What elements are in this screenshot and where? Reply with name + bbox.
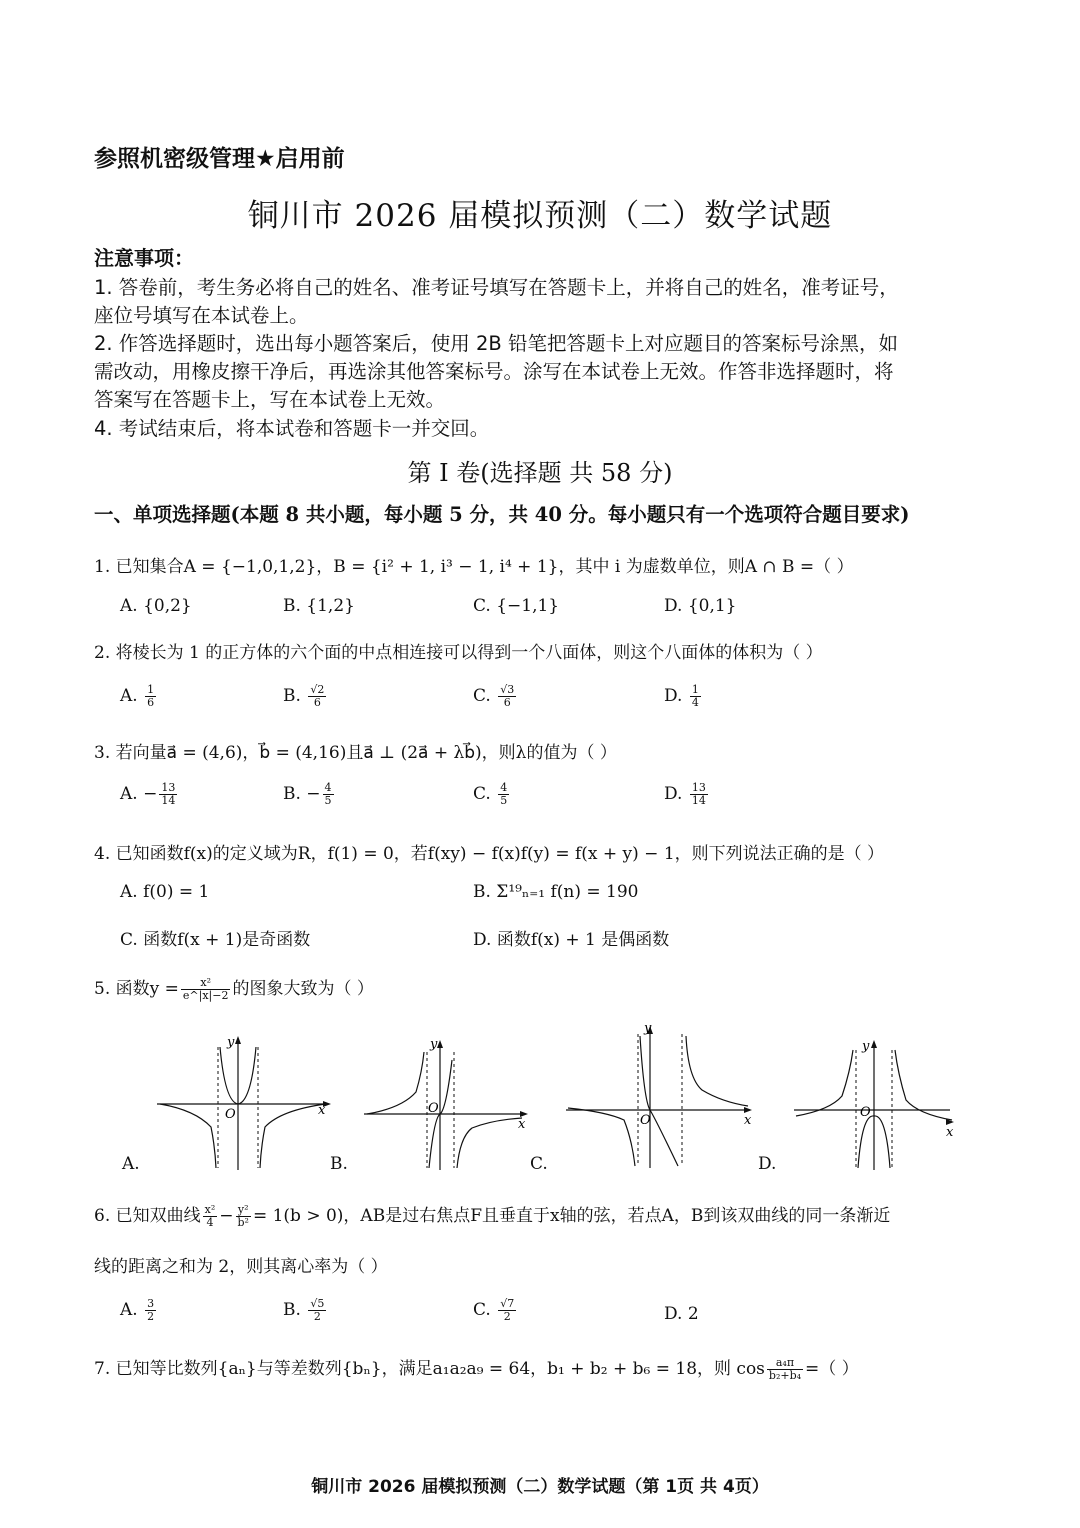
graph-d-origin-label: O <box>860 1105 871 1120</box>
graph-d-y-label: y <box>862 1039 870 1054</box>
part-one-title: 第 I 卷(选择题 共 58 分) <box>407 459 673 487</box>
graph-d-x-label: x <box>946 1125 954 1140</box>
notice-line-2: 座位号填写在本试卷上。 <box>94 304 309 327</box>
q2-option-d: D. $\frac{1}{4}$ <box>664 683 699 709</box>
graph-b-origin-label: O <box>428 1101 439 1116</box>
graph-c-x-label: x <box>744 1113 752 1128</box>
q2-option-b: B. $\frac{√2}{6}$ <box>283 683 325 709</box>
q2-option-a: A. $\frac{1}{6}$ <box>120 683 155 709</box>
notice-heading: 注意事项： <box>94 246 194 270</box>
notice-line-5: 答案写在答题卡上，写在本试卷上无效。 <box>94 388 446 411</box>
exam-title: 铜川市 2026 届模拟预测（二）数学试题 <box>247 198 833 234</box>
question-6-line-2: 线的距离之和为 2，则其离心率为（ ） <box>94 1257 388 1277</box>
graph-b-x-label: x <box>518 1117 526 1132</box>
q6-option-d: D. 2 <box>664 1304 699 1324</box>
page-footer: 铜川市 2026 届模拟预测（二）数学试题（第 1页 共 4页） <box>311 1477 769 1497</box>
q3-option-a: A. − $\frac{13}{14}$ <box>120 781 176 807</box>
q5-option-b: B. <box>330 1154 348 1174</box>
secret-level-label: 参照机密级管理★启用前 <box>94 146 345 172</box>
question-6: 6. 已知双曲线 $\frac{\text{x²}}{4}$ − $\frac{\text{y²}}{\text{b²}}$ = 1(b > 0)，AB是过右焦点F且垂直于x轴的弦，若点A，B到该双曲线的同一条渐近 <box>94 1203 891 1229</box>
notice-line-4: 需改动，用橡皮擦干净后，再选涂其他答案标号。涂写在本试卷上无效。作答非选择题时，将 <box>94 360 894 383</box>
q3-option-b: B. − $\frac{4}{5}$ <box>283 781 332 807</box>
q6-option-a: A. $\frac{3}{2}$ <box>120 1297 155 1323</box>
q4-option-a: A. f(0) = 1 <box>120 882 210 902</box>
graph-b-y-label: y <box>430 1037 438 1052</box>
graph-d <box>790 1032 960 1172</box>
q4-option-d: D. 函数f(x) + 1 是偶函数 <box>473 930 670 950</box>
graph-a-x-label: x <box>318 1103 326 1118</box>
q2-option-c: C. $\frac{√3}{6}$ <box>473 683 515 709</box>
q5-option-c: C. <box>530 1154 548 1174</box>
q3-option-c: C. $\frac{4}{5}$ <box>473 781 508 807</box>
q1-option-d: D. {0,1} <box>664 596 737 616</box>
q1-option-a: A. {0,2} <box>120 596 192 616</box>
notice-line-1: 1. 答卷前，考生务必将自己的姓名、准考证号填写在答题卡上，并将自己的姓名，准考证号， <box>94 276 899 299</box>
graph-c-y-label: y <box>644 1021 652 1036</box>
question-1: 1. 已知集合A = {−1,0,1,2}，B = {i² + 1, i³ − 1, i⁴ + 1}，其中 i 为虚数单位，则A ∩ B =（ ） <box>94 557 854 577</box>
notice-line-6: 4. 考试结束后，将本试卷和答题卡一并交回。 <box>94 417 490 440</box>
graph-a <box>155 1032 335 1172</box>
section-one-title: 一、单项选择题(本题 8 共小题，每小题 5 分，共 40 分。每小题只有一个选项符合题目要求) <box>94 503 910 526</box>
q6-option-c: C. $\frac{√7}{2}$ <box>473 1297 515 1323</box>
graph-a-origin-label: O <box>225 1107 236 1122</box>
graph-b <box>362 1032 532 1172</box>
q3-option-d: D. $\frac{13}{14}$ <box>664 781 706 807</box>
q5-option-d: D. <box>758 1154 777 1174</box>
question-4: 4. 已知函数f(x)的定义域为R，f(1) = 0，若f(xy) − f(x)f(y) = f(x + y) − 1，则下列说法正确的是（ ） <box>94 844 885 864</box>
question-7: 7. 已知等比数列{aₙ}与等差数列{bₙ}，满足a₁a₂a₉ = 64，b₁ + b₂ + b₆ = 18，则 cos $\frac{\text{a₄π}}{\text{b₂+b₄}}$ =（ ） <box>94 1356 859 1382</box>
q5-option-a: A. <box>122 1154 140 1174</box>
q6-option-b: B. $\frac{√5}{2}$ <box>283 1297 325 1323</box>
graph-c <box>562 1020 762 1170</box>
notice-line-3: 2. 作答选择题时，选出每小题答案后，使用 2B 铅笔把答题卡上对应题目的答案标号涂黑，如 <box>94 332 898 355</box>
question-3: 3. 若向量a⃗ = (4,6)，b⃗ = (4,16)且a⃗ ⊥ (2a⃗ + λb⃗)，则λ的值为（ ） <box>94 743 617 763</box>
graph-c-origin-label: O <box>640 1113 651 1128</box>
question-2: 2. 将棱长为 1 的正方体的六个面的中点相连接可以得到一个八面体，则这个八面体的体积为（ ） <box>94 643 823 663</box>
q4-option-b: B. Σ¹⁹ₙ₌₁ f(n) = 190 <box>473 882 639 902</box>
question-5: 5. 函数y = $\frac{\text{x²}}{e\^{}|x|-2}$ 的图象大致为（ ） <box>94 976 374 1002</box>
q1-option-b: B. {1,2} <box>283 596 355 616</box>
q1-option-c: C. {−1,1} <box>473 596 560 616</box>
q4-option-c: C. 函数f(x + 1)是奇函数 <box>120 930 311 950</box>
graph-a-y-label: y <box>227 1035 235 1050</box>
